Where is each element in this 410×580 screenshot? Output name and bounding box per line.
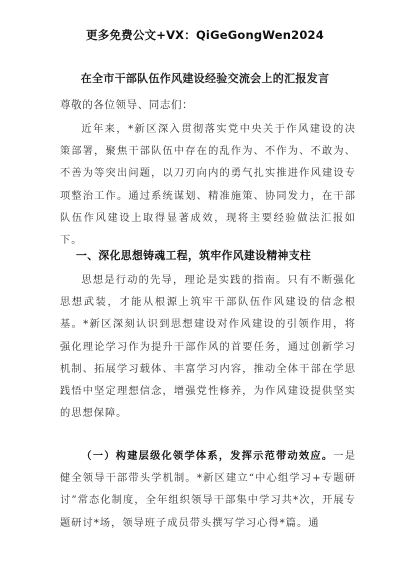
- subsection-1-paragraph: [60, 446, 356, 535]
- subsection-heading-1: （一）构建层级化领学体系，发挥示范带动效应。: [81, 451, 334, 462]
- subsection-1-body: 一是健全领导干部带头学机制。*新区建立“中心组学习+专题研讨”常态化制度，全年组织领导干部集中学习共*次，开展专题研讨*场，领导班子成员带头撰写学习心得*篇。通: [60, 451, 356, 529]
- section-heading-1: 一、深化思想铸魂工程，筑牢作风建设精神支柱: [76, 249, 312, 262]
- section-1-paragraph: 思想是行动的先导，理论是实践的指南。只有不断强化思想武装，才能从根源上筑牢干部队伍作风建设的信念根基。*新区深刻认识到思想建设对作风建设的引领作用，将强化理论学习作为提升干部作风的首要任务，通过创新学习机制、拓展学习载体、丰富学习内容，推动全体干部在学思践悟中坚定理想信念，增强党性修养，为作风建设提供坚实的思想保障。: [60, 275, 356, 420]
- watermark-header: 更多免费公文+VX：QiGeGongWen2024: [86, 28, 324, 42]
- salutation: 尊敬的各位领导、同志们：: [60, 99, 194, 111]
- intro-paragraph: 近年来，*新区深入贯彻落实党中央关于作风建设的决策部署，聚焦干部队伍中存在的乱作为、不作为、不敢为、不善为等突出问题，以刀刃向内的勇气扎实推进作风建设专项整治工作。通过系统谋划、精准施策、协同发力，在干部队伍作风建设上取得显著成效，现将主要经验做法汇报如下。: [60, 124, 356, 247]
- page-title: 在全市干部队伍作风建设经验交流会上的汇报发言: [80, 72, 330, 85]
